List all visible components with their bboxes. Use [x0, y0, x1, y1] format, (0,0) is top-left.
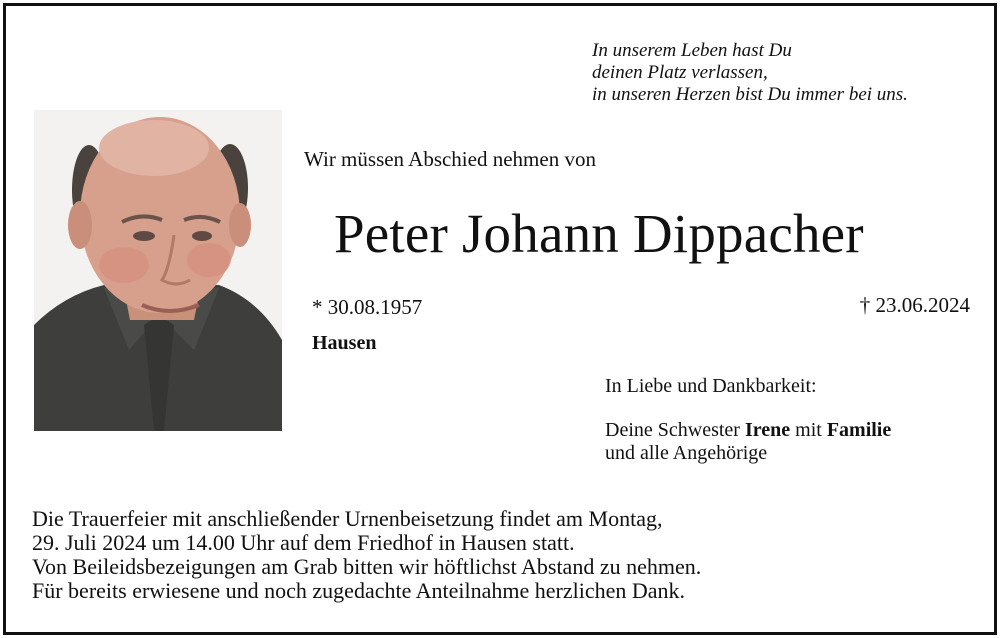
mourners-mid: mit	[790, 419, 827, 441]
poem-line-3: in unseren Herzen bist Du immer bei uns.	[592, 84, 908, 105]
hometown: Hausen	[312, 332, 377, 354]
poem-line-2: deinen Platz verlassen,	[592, 62, 768, 83]
portrait-photo	[34, 110, 282, 431]
mourners-line-2: und alle Angehörige	[605, 442, 768, 464]
notice-line-1: Die Trauerfeier mit anschließender Urnenbeisetzung findet am Montag,	[32, 506, 663, 531]
mourners	[605, 419, 891, 465]
sister-name: Irene	[744, 419, 791, 441]
notice-line-2: 29. Juli 2024 um 14.00 Uhr auf dem Friedhof in Hausen statt.	[32, 530, 575, 555]
intro-text: Wir müssen Abschied nehmen von	[304, 147, 596, 171]
closing-phrase: In Liebe und Dankbarkeit:	[605, 375, 817, 397]
obituary-frame	[3, 3, 997, 635]
notice-line-3: Von Beileidsbezeigungen am Grab bitten wir höftlichst Abstand zu nehmen.	[32, 554, 702, 579]
memorial-poem	[592, 40, 908, 106]
mourners-line-1	[605, 419, 891, 442]
deceased-name: Peter Johann Dippacher	[334, 203, 864, 264]
death-date: † 23.06.2024	[859, 293, 970, 317]
mourners-prefix: Deine Schwester	[605, 419, 745, 441]
birth-date: * 30.08.1957	[312, 295, 423, 319]
family-word: Familie	[826, 419, 892, 441]
funeral-notice	[32, 507, 701, 603]
notice-line-4: Für bereits erwiesene und noch zugedachte Anteilnahme herzlichen Dank.	[32, 578, 686, 603]
poem-line-1: In unserem Leben hast Du	[592, 40, 792, 61]
